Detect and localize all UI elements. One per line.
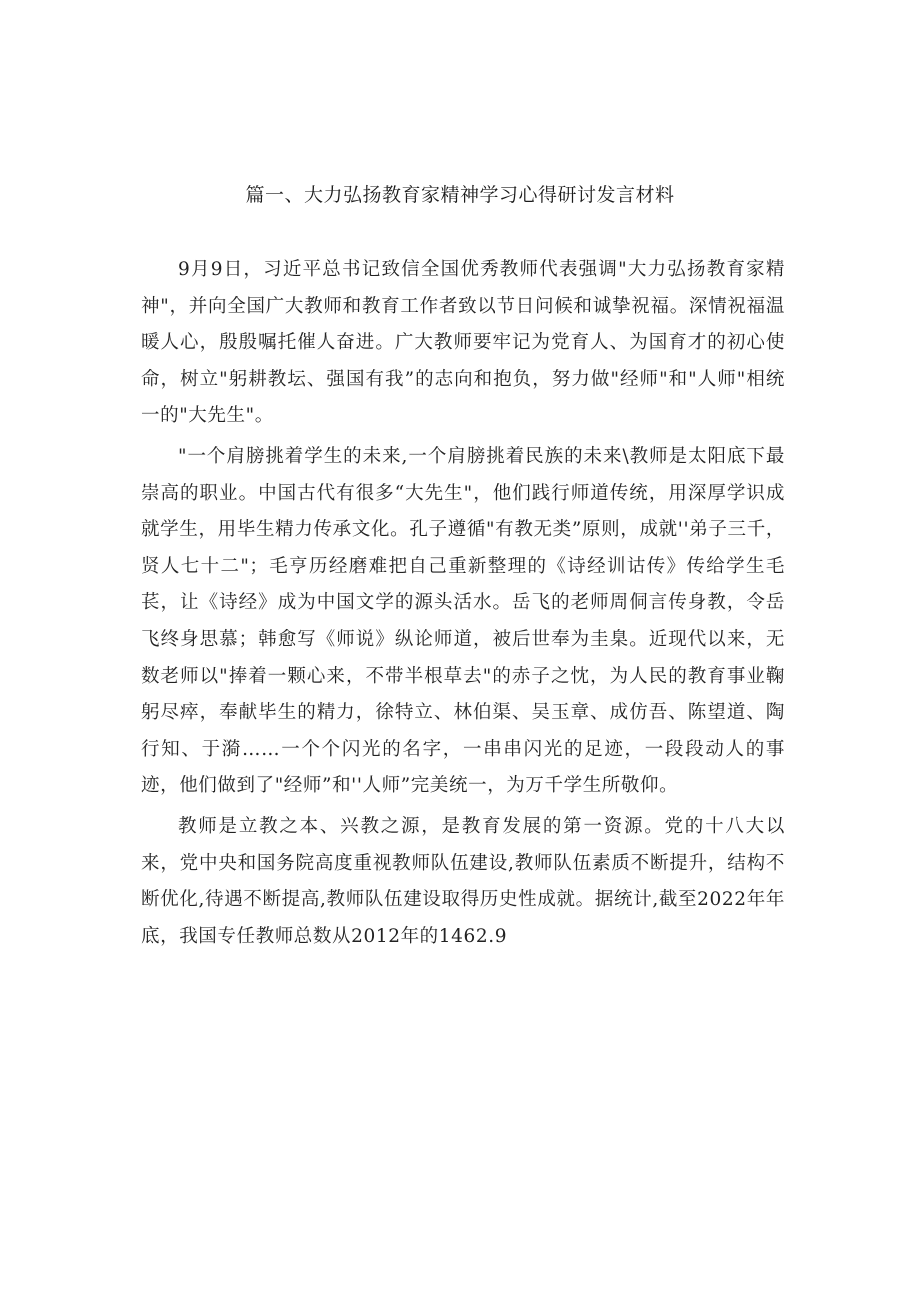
- document-title: 篇一、大力弘扬教育家精神学习心得研讨发言材料: [245, 184, 675, 206]
- paragraph-2: "一个肩膀挑着学生的未来,一个肩膀挑着民族的未来\教师是太阳底下最崇高的职业。中国古代有很多“大先生"，他们践行师道传统，用深厚学识成就学生，用毕生精力传承文化。孔子遵循"有教无类”原则，成就''弟子三千，贤人七十二"；毛亨历经磨难把自己重新整理的《诗经训诂传》传给学生毛苌，让《诗经》成为中国文学的源头活水。岳飞的老师周侗言传身教，令岳飞终身思慕；韩愈写《师说》纵论师道，被后世奉为圭臬。近现代以来，无数老师以"捧着一颗心来，不带半根草去"的赤子之忱，为人民的教育事业鞠躬尽瘁，奉献毕生的精力，徐特立、林伯渠、吴玉章、成仿吾、陈望道、陶行知、于漪……一个个闪光的名字，一串串闪光的足迹，一段段动人的事迹，他们做到了"经师”和''人师”完美统一，为万千学生所敬仰。: [141, 445, 785, 797]
- document-body: [141, 252, 785, 955]
- paragraph-1: 9月9日，习近平总书记致信全国优秀教师代表强调"大力弘扬教育家精神"，并向全国广大教师和教育工作者致以节日问候和诚挚祝福。深情祝福温暖人心，殷殷嘱托催人奋进。广大教师要牢记为党育人、为国育才的初心使命，树立"躬耕教坛、强国有我”的志向和抱负，努力做"经师"和"人师"相统一的"大先生"。: [141, 259, 785, 427]
- paragraph-3: 教师是立教之本、兴教之源，是教育发展的第一资源。党的十八大以来，党中央和国务院高度重视教师队伍建设,教师队伍素质不断提升，结构不断优化,待遇不断提高,教师队伍建设取得历史性成就。据统计,截至2022年年底，我国专任教师总数从2012年的1462.9: [141, 815, 785, 947]
